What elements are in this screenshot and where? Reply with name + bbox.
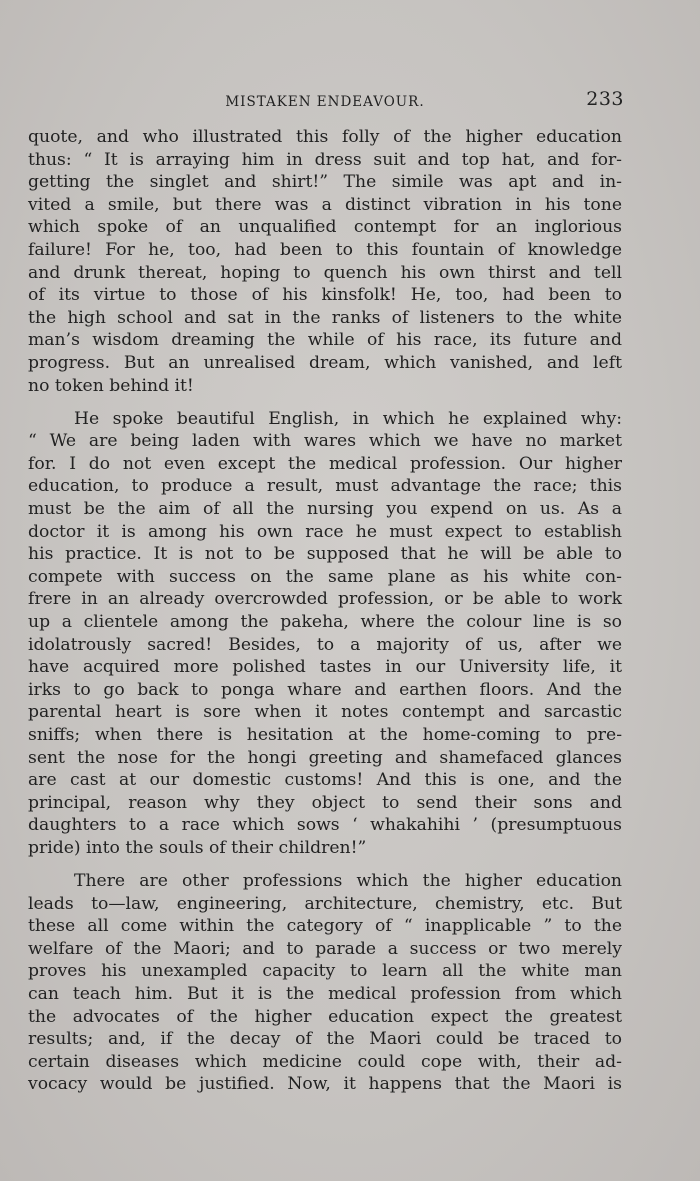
text-line: proves his unexampled capacity to learn all the white man [28,961,622,982]
text-line: and drunk thereat, hoping to quench his own thirst and tell [28,262,622,283]
text-line: vocacy would be justified. Now, it happens that the Maori is [28,1074,622,1095]
text-line: He spoke beautiful English, in which he explained why: [74,408,622,429]
text-line: education, to produce a result, must advantage the race; this [28,476,622,497]
text-line: have acquired more polished tastes in our University life, it [28,657,622,678]
text-line: sniffs; when there is hesitation at the home-coming to pre- [28,724,622,745]
text-line: compete with success on the same plane as his white con- [28,566,622,587]
paragraph-2 [28,408,622,860]
text-line: the advocates of the higher education expect the greatest [28,1006,622,1027]
text-line: leads to—law, engineering, architecture, chemistry, etc. But [28,893,622,914]
text-line: parental heart is sore when it notes contempt and sarcastic [28,702,622,723]
text-line: idolatrously sacred! Besides, to a majority of us, after we [28,634,622,655]
text-line: results; and, if the decay of the Maori could be traced to [28,1029,622,1050]
text-line: which spoke of an unqualified contempt for an inglorious [28,217,622,238]
text-line: no token behind it! [28,375,194,396]
text-line: failure! For he, too, had been to this fountain of knowledge [28,239,622,260]
running-head [28,88,622,114]
text-line: There are other professions which the higher education [74,871,622,891]
text-line: principal, reason why they object to send their sons and [28,792,622,813]
paragraph-3 [28,870,622,1096]
text-line: the high school and sat in the ranks of listeners to the white [28,307,622,328]
text-line: can teach him. But it is the medical profession from which [28,983,622,1004]
paragraph-1 [28,126,622,397]
text-line: up a clientele among the pakeha, where the colour line is so [28,611,622,632]
running-title: MISTAKEN ENDEAVOUR. [225,94,425,110]
text-line: irks to go back to ponga whare and earthen floors. And the [28,679,622,700]
text-line: these all come within the category of “ inapplicable ” to the [28,916,622,937]
text-line: welfare of the Maori; and to parade a success or two merely [28,938,622,959]
book-page [28,88,622,1096]
text-line: for. I do not even except the medical profession. Our higher [28,453,622,474]
text-line: his practice. It is not to be supposed that he will be able to [28,544,622,565]
text-line: thus: “ It is arraying him in dress suit and top hat, and for- [28,149,622,170]
text-line: pride) into the souls of their children!” [28,837,367,858]
text-line: certain diseases which medicine could cope with, their ad- [28,1051,622,1072]
text-line: must be the aim of all the nursing you expend on us. As a [28,499,622,519]
text-line: “ We are being laden with wares which we have no market [28,431,622,452]
page-number: 233 [586,88,624,110]
text-line: sent the nose for the hongi greeting and shamefaced glances [28,747,622,768]
text-line: frere in an already overcrowded profession, or be able to work [28,589,622,610]
text-line: quote, and who illustrated this folly of the higher education [28,127,622,147]
text-line: doctor it is among his own race he must expect to establish [28,521,622,542]
body-text [28,126,622,1096]
text-line: man’s wisdom dreaming the while of his race, its future and [28,330,622,351]
text-line: of its virtue to those of his kinsfolk! He, too, had been to [28,285,622,306]
text-line: vited a smile, but there was a distinct vibration in his tone [28,194,622,215]
text-line: getting the singlet and shirt!” The simile was apt and in- [28,172,622,193]
text-line: are cast at our domestic customs! And this is one, and the [28,770,622,791]
text-line: progress. But an unrealised dream, which vanished, and left [28,352,622,373]
text-line: daughters to a race which sows ‘ whakahihi ’ (presumptuous [28,815,622,836]
